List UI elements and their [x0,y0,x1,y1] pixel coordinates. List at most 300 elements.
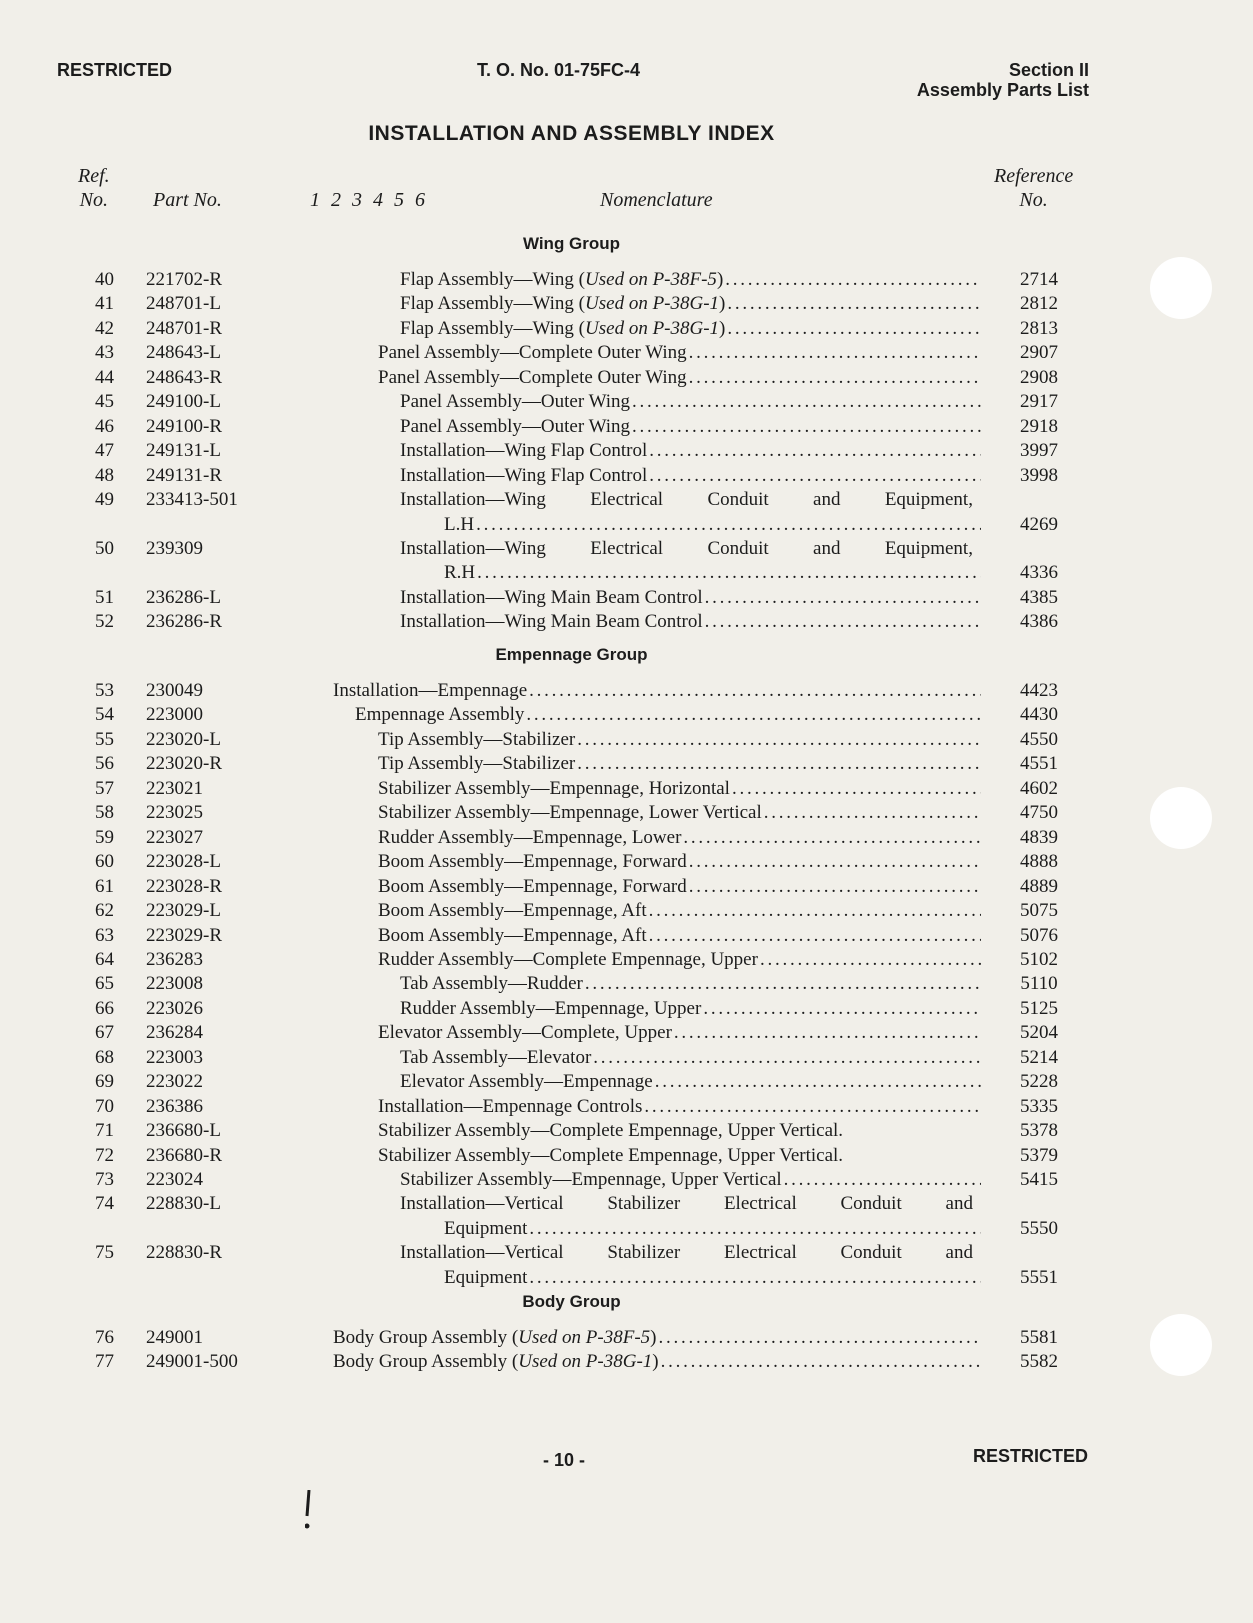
nomenclature [378,752,981,776]
ink-mark [305,1490,311,1530]
leader-dots [591,1046,981,1070]
leader-dots [687,341,981,365]
part-number: 248701-L [146,293,221,315]
nomenclature [378,875,981,899]
nomenclature-text: Flap Assembly—Wing ( [400,269,586,290]
part-number: 249001-500 [146,1351,238,1373]
nomenclature-text: Tip Assembly—Stabilizer [378,753,576,775]
nomenclature-close: ) [650,1327,657,1348]
part-number: 223000 [146,704,203,726]
table-row [0,488,1253,512]
header-section-line2: Assembly Parts List [916,80,1089,100]
nomenclature [400,292,981,316]
nomenclature-text: Elevator Assembly—Empennage [400,1071,653,1093]
reference-number: 2714 [1020,269,1058,290]
ref-number: 58 [95,802,114,824]
ref-number: 65 [95,973,114,995]
ref-number: 76 [95,1327,114,1348]
nomenclature [378,777,981,801]
reference-number: 5110 [1020,973,1058,995]
reference-number: 4269 [1020,513,1058,535]
footer-restricted: RESTRICTED [973,1446,1089,1466]
column-header-ref-line1: Ref. [78,165,110,187]
nomenclature [378,341,981,365]
part-number: 223020-R [146,753,222,775]
nomenclature-text: Tab Assembly—Rudder [400,973,583,995]
reference-number: 2813 [1020,317,1058,339]
ref-number: 70 [95,1095,114,1117]
ref-number: 42 [95,317,114,339]
reference-number: 4839 [1020,826,1058,848]
part-number: 249001 [146,1327,203,1348]
part-number: 236680-L [146,1120,221,1142]
part-number: 248701-R [146,317,222,339]
nomenclature [444,561,981,585]
reference-number: 4889 [1020,875,1058,897]
ref-number: 50 [95,537,114,559]
ref-number: 55 [95,728,114,750]
nomenclature [444,513,981,537]
nomenclature-text: Body Group Assembly ( [333,1327,519,1348]
ref-number: 51 [95,586,114,608]
ref-number: 53 [95,680,114,701]
group-heading: Empennage Group [495,645,648,664]
table-row [0,703,1253,727]
leader-dots [527,679,981,703]
ref-number: 69 [95,1071,114,1093]
nomenclature [378,366,981,390]
table-row [0,850,1253,874]
table-row [0,752,1253,776]
ref-number: 63 [95,924,114,946]
reference-number: 5125 [1020,997,1058,1019]
table-row [0,777,1253,801]
table-row [0,826,1253,850]
nomenclature-text: Installation—Empennage [333,680,528,701]
ref-number: 44 [95,366,114,388]
column-header-reference-no [994,164,1073,212]
table-row [0,948,1253,972]
nomenclature-text: Installation—Wing Electrical Conduit and Equipment, [400,537,973,559]
nomenclature-text: Installation—Wing Main Beam Control [400,611,703,633]
part-number: 223028-R [146,875,222,897]
nomenclature [400,1168,981,1192]
page-title: INSTALLATION AND ASSEMBLY INDEX [368,122,775,145]
leader-dots [659,1350,981,1374]
nomenclature [444,1217,981,1241]
table-row [0,366,1253,390]
ref-number: 45 [95,391,114,413]
header-section [917,60,1089,100]
nomenclature-text: Body Group Assembly ( [333,1351,519,1373]
ref-number: 75 [95,1242,114,1264]
part-number: 228830-L [146,1193,221,1215]
table-row [0,924,1253,948]
nomenclature-text: Installation—Empennage Controls [378,1095,643,1117]
table-row [0,801,1253,825]
nomenclature [378,1144,981,1168]
group-heading: Wing Group [522,234,621,253]
leader-dots [630,415,981,439]
ref-number: 73 [95,1169,114,1190]
nomenclature [378,1119,981,1143]
nomenclature-text: Rudder Assembly—Empennage, Upper [400,997,702,1019]
table-row [0,1144,1253,1168]
part-number: 236386 [146,1095,203,1117]
table-row [0,1192,1253,1216]
part-number: 223022 [146,1071,203,1093]
table-row [0,1070,1253,1094]
nomenclature-text: Rudder Assembly—Empennage, Lower [378,826,682,848]
table-row [0,317,1253,341]
table-row [0,415,1253,439]
nomenclature [400,1046,981,1070]
table-row-continuation [0,513,1253,537]
nomenclature-continuation: L.H [444,513,475,535]
leader-dots [672,1021,981,1045]
leader-dots [782,1168,981,1192]
reference-number: 5415 [1020,1169,1058,1190]
part-number: 223024 [146,1169,203,1190]
table-row [0,439,1253,463]
leader-dots [642,1095,981,1119]
nomenclature-continuation: Equipment [444,1217,528,1239]
reference-number: 4430 [1020,704,1058,726]
table-row [0,390,1253,414]
table-row [0,1241,1253,1265]
part-number: 249100-R [146,415,222,437]
nomenclature [378,801,981,825]
nomenclature-text: Installation—Vertical Stabilizer Electrical Conduit and [400,1193,973,1215]
nomenclature [355,703,981,727]
ref-number: 49 [95,489,114,511]
nomenclature-text: Flap Assembly—Wing ( [400,293,586,315]
table-row [0,875,1253,899]
leader-dots [701,997,981,1021]
nomenclature-text: Stabilizer Assembly—Complete Empennage, Upper Vertical. [378,1144,844,1166]
ref-number: 46 [95,415,114,437]
table-row-continuation [0,1217,1253,1241]
nomenclature [400,415,981,439]
part-number: 236283 [146,948,203,970]
nomenclature [400,1192,973,1216]
part-number: 233413-501 [146,489,238,511]
reference-number: 4550 [1020,728,1058,750]
part-number: 239309 [146,537,203,559]
reference-number: 4888 [1020,851,1058,873]
part-number: 230049 [146,680,203,701]
leader-dots [575,728,981,752]
reference-number: 5378 [1020,1120,1058,1142]
ref-number: 66 [95,997,114,1019]
binder-hole [1150,787,1212,849]
nomenclature [378,1021,981,1045]
nomenclature [378,948,981,972]
reference-number: 4602 [1020,777,1058,799]
binder-hole [1150,1314,1212,1376]
nomenclature-text: Boom Assembly—Empennage, Aft [378,900,647,922]
leader-dots [527,1217,981,1241]
part-number: 248643-L [146,342,221,364]
part-number: 223028-L [146,851,221,873]
reference-number: 5379 [1020,1144,1058,1166]
reference-number: 5581 [1020,1327,1058,1348]
ref-number: 47 [95,440,114,462]
ref-number: 59 [95,826,114,848]
part-number: 223008 [146,973,203,995]
reference-number: 5204 [1020,1022,1058,1044]
column-header-part: Part No. [153,189,222,211]
usage-note: Used on P-38F-5 [518,1327,651,1348]
reference-number: 5335 [1020,1095,1058,1117]
nomenclature-text: Stabilizer Assembly—Empennage, Lower Vertical [378,802,762,824]
nomenclature-text: Rudder Assembly—Complete Empennage, Upper [378,948,758,970]
reference-number: 5076 [1020,924,1058,946]
table-row [0,1046,1253,1070]
ref-number: 72 [95,1144,114,1166]
ref-number: 67 [95,1022,114,1044]
part-number: 223003 [146,1046,203,1068]
nomenclature-continuation: Equipment [444,1266,528,1288]
table-row-continuation [0,1266,1253,1290]
table-row [0,610,1253,634]
nomenclature-text: Tab Assembly—Elevator [400,1046,592,1068]
column-header-ref-line2: No. [79,189,108,211]
reference-number: 5550 [1020,1217,1058,1239]
nomenclature-text: Installation—Wing Flap Control [400,464,648,486]
ref-number: 41 [95,293,114,315]
part-number: 249131-L [146,440,221,462]
nomenclature-text: Boom Assembly—Empennage, Aft [378,924,647,946]
nomenclature-text: Elevator Assembly—Complete, Upper [378,1022,672,1044]
nomenclature-text: Stabilizer Assembly—Empennage, Upper Vertical [400,1169,782,1190]
nomenclature [400,488,973,512]
part-number: 223029-L [146,900,221,922]
leader-dots [687,850,981,874]
reference-number: 5214 [1020,1046,1058,1068]
nomenclature-text: Installation—Vertical Stabilizer Electrical Conduit and [400,1242,973,1264]
table-row [0,268,1253,292]
part-number: 248643-R [146,366,222,388]
nomenclature [400,997,981,1021]
leader-dots [583,972,981,996]
reference-number: 4423 [1020,680,1058,701]
reference-number: 5551 [1020,1266,1058,1288]
column-header-refno-line1: Reference [994,165,1074,187]
table-row-continuation [0,561,1253,585]
nomenclature [400,1241,973,1265]
nomenclature [378,899,981,923]
part-number: 236286-L [146,586,221,608]
part-number: 249100-L [146,391,221,413]
nomenclature-text: Boom Assembly—Empennage, Forward [378,875,687,897]
table-row [0,1326,1253,1350]
part-number: 223026 [146,997,203,1019]
ref-number: 56 [95,753,114,775]
nomenclature-close: ) [719,293,726,315]
nomenclature [400,537,973,561]
nomenclature [400,586,981,610]
ref-number: 52 [95,611,114,633]
column-header-refno-line2: No. [1019,189,1048,211]
leader-dots [762,801,981,825]
nomenclature [378,1095,981,1119]
nomenclature [378,826,981,850]
nomenclature [400,610,981,634]
nomenclature [400,390,981,414]
header-tech-order: T. O. No. 01-75FC-4 [477,60,641,80]
table-row [0,292,1253,316]
table-row [0,537,1253,561]
leader-dots [730,777,981,801]
leader-dots [687,366,981,390]
table-row [0,728,1253,752]
leader-dots [647,924,981,948]
table-row [0,972,1253,996]
leader-dots [657,1326,982,1350]
leader-dots [725,317,981,341]
nomenclature [400,972,981,996]
nomenclature-continuation: R.H [444,562,476,584]
part-number: 236680-R [146,1144,222,1166]
usage-note: Used on P-38G-1 [518,1351,653,1373]
header-restricted-left: RESTRICTED [57,60,173,80]
leader-dots [703,586,981,610]
reference-number: 5075 [1020,900,1058,922]
part-number: 228830-R [146,1242,222,1264]
table-row [0,899,1253,923]
nomenclature [333,1350,981,1374]
nomenclature-text: Installation—Wing Flap Control [400,440,648,462]
reference-number: 4336 [1020,562,1058,584]
nomenclature [333,679,981,703]
leader-dots [647,464,981,488]
reference-number: 2908 [1020,366,1058,388]
nomenclature [400,1070,981,1094]
nomenclature [378,728,981,752]
nomenclature [400,439,981,463]
leader-dots [575,752,981,776]
ref-number: 43 [95,342,114,364]
group-heading: Body Group [522,1292,621,1311]
leader-dots [687,875,981,899]
nomenclature-text: Stabilizer Assembly—Empennage, Horizontal [378,777,730,799]
table-row [0,679,1253,703]
leader-dots [475,561,981,585]
nomenclature-text: Empennage Assembly [355,704,525,726]
table-row [0,464,1253,488]
table-row [0,1095,1253,1119]
nomenclature-text: Panel Assembly—Complete Outer Wing [378,366,687,388]
table-row [0,1119,1253,1143]
ref-number: 62 [95,900,114,922]
reference-number: 4750 [1020,802,1058,824]
column-header-indent: 1 2 3 4 5 6 [310,189,428,211]
leader-dots [725,292,981,316]
ref-number: 48 [95,464,114,486]
nomenclature-text: Flap Assembly—Wing ( [400,317,586,339]
page-number: - 10 - [543,1450,586,1470]
leader-dots [527,1266,981,1290]
nomenclature-text: Boom Assembly—Empennage, Forward [378,851,687,873]
column-header-ref [78,164,110,212]
part-number: 249131-R [146,464,222,486]
part-number: 223027 [146,826,203,848]
ref-number: 57 [95,777,114,799]
table-row [0,1021,1253,1045]
ref-number: 40 [95,269,114,290]
ref-number: 61 [95,875,114,897]
ref-number: 60 [95,851,114,873]
nomenclature-close: ) [652,1351,659,1373]
leader-dots [653,1070,981,1094]
nomenclature-close: ) [716,269,724,290]
nomenclature-text: Stabilizer Assembly—Complete Empennage, Upper Vertical. [378,1120,844,1142]
reference-number: 2812 [1020,293,1058,315]
reference-number: 5228 [1020,1071,1058,1093]
nomenclature [444,1266,981,1290]
column-header-nomenclature: Nomenclature [600,189,713,211]
leader-dots [758,948,981,972]
part-number: 223029-R [146,924,222,946]
table-row [0,586,1253,610]
part-number: 223020-L [146,728,221,750]
usage-note: Used on P-38G-1 [585,317,720,339]
reference-number: 2907 [1020,342,1058,364]
leader-dots [681,826,981,850]
nomenclature [378,924,981,948]
nomenclature-text: Installation—Wing Main Beam Control [400,586,703,608]
nomenclature [333,1326,981,1350]
leader-dots [524,703,981,727]
header-section-line1: Section II [1008,60,1089,80]
table-row [0,1168,1253,1192]
leader-dots [630,390,981,414]
reference-number: 2918 [1020,415,1058,437]
part-number: 223021 [146,777,203,799]
nomenclature-text: Panel Assembly—Complete Outer Wing [378,342,687,364]
nomenclature [400,268,981,292]
nomenclature-text: Panel Assembly—Outer Wing [400,415,631,437]
nomenclature [378,850,981,874]
leader-dots [474,513,981,537]
ref-number: 71 [95,1120,114,1142]
ref-number: 74 [95,1193,114,1215]
table-row [0,341,1253,365]
part-number: 236286-R [146,611,222,633]
reference-number: 3997 [1020,440,1058,462]
reference-number: 4385 [1020,586,1058,608]
reference-number: 4386 [1020,611,1058,633]
binder-hole [1150,257,1212,319]
leader-dots [703,610,981,634]
reference-number: 5582 [1020,1351,1058,1373]
leader-dots [723,268,981,292]
leader-dots [647,899,981,923]
nomenclature-text: Installation—Wing Electrical Conduit and Equipment, [400,489,973,511]
table-row [0,1350,1253,1374]
nomenclature-close: ) [719,317,726,339]
ref-number: 77 [95,1351,114,1373]
nomenclature [400,464,981,488]
nomenclature-text: Tip Assembly—Stabilizer [378,728,576,750]
usage-note: Used on P-38F-5 [585,269,717,290]
reference-number: 5102 [1020,948,1058,970]
reference-number: 3998 [1020,464,1058,486]
table-row [0,997,1253,1021]
ref-number: 54 [95,704,114,726]
reference-number: 4551 [1020,753,1058,775]
